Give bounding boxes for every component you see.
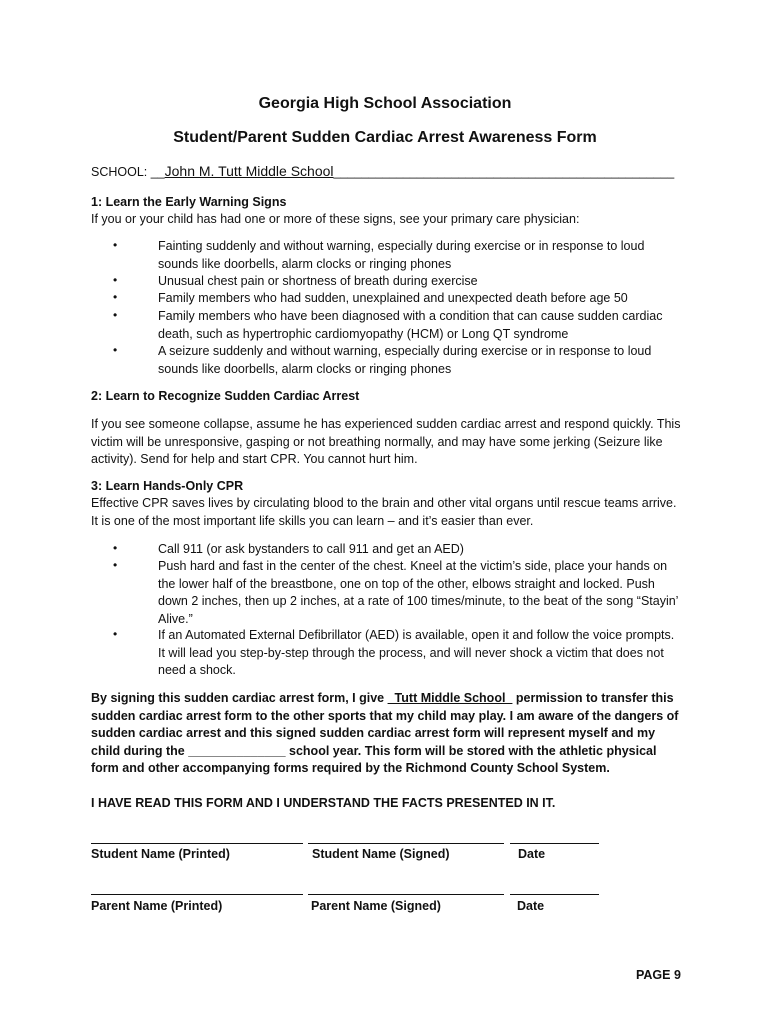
- organization-title: Georgia High School Association: [258, 95, 512, 112]
- section1-intro: If you or your child has had one or more of these signs, see your primary care physician:: [91, 212, 580, 226]
- consent-text-end: permission to transfer this sudden cardiac arrest form to the other sports that my child may play. I am aware of the dangers of sudden cardiac arrest and this signed sudden cardiac arrest form will represent myself and my child during the ______________ school year. This form will be stored with the athletic physical form and other accompanying forms required by the Richmond County School System.: [91, 691, 679, 775]
- section2-heading: 2: Learn to Recognize Sudden Cardiac Arrest: [91, 389, 360, 403]
- list-item: Push hard and fast in the center of the chest. Kneel at the victim’s side, place your hands on the lower half of the breastbone, one on top of the other, elbows straight and locked. Push down 2 inches, then up 2 inches, at a rate of 100 times/minute, to the beat of the song “Stayin’ Alive.”: [158, 559, 678, 626]
- parent-name-signed-line[interactable]: [308, 894, 504, 895]
- list-item: Unusual chest pain or shortness of breath during exercise: [158, 274, 478, 288]
- consent-text-start: By signing this sudden cardiac arrest form, I give: [91, 691, 388, 705]
- section1-heading: 1: Learn the Early Warning Signs: [91, 195, 287, 209]
- bullet-icon: •: [113, 343, 118, 357]
- section3-body: Effective CPR saves lives by circulating blood to the brain and other vital organs until rescue teams arrive. It is one of the most important life skills you can learn – and it’s easier than ever.: [91, 496, 677, 528]
- section2-body: If you see someone collapse, assume he has experienced sudden cardiac arrest and respond quickly. This victim will be unresponsive, gasping or not breathing normally, and may have some jerking (Seizure like activity). Send for help and start CPR. You cannot hurt him.: [91, 417, 681, 466]
- bullet-icon: •: [113, 627, 118, 641]
- acknowledgement: I HAVE READ THIS FORM AND I UNDERSTAND THE FACTS PRESENTED IN IT.: [91, 796, 556, 810]
- list-item: Family members who had sudden, unexplained and unexpected death before age 50: [158, 291, 628, 305]
- list-item: A seizure suddenly and without warning, especially during exercise or in response to loud sounds like doorbells, alarm clocks or ringing phones: [158, 344, 652, 376]
- school-label: SCHOOL: __: [91, 165, 165, 179]
- student-name-printed-label: Student Name (Printed): [91, 847, 230, 861]
- school-value: John M. Tutt Middle School: [164, 163, 334, 179]
- student-name-signed-line[interactable]: [308, 843, 504, 844]
- parent-name-printed-line[interactable]: [91, 894, 303, 895]
- list-item: Fainting suddenly and without warning, especially during exercise or in response to loud sounds like doorbells, alarm clocks or ringing phones: [158, 239, 645, 271]
- bullet-icon: •: [113, 541, 118, 555]
- parent-date-label: Date: [517, 899, 545, 913]
- bullet-icon: •: [113, 558, 118, 572]
- form-title: Student/Parent Sudden Cardiac Arrest Awareness Form: [173, 129, 597, 146]
- student-date-label: Date: [518, 847, 546, 861]
- consent-school-fill[interactable]: _Tutt Middle School_: [387, 691, 513, 705]
- parent-name-signed-label: Parent Name (Signed): [311, 899, 441, 913]
- consent-paragraph: [91, 690, 681, 778]
- bullet-icon: •: [113, 308, 118, 322]
- list-item: If an Automated External Defibrillator (AED) is available, open it and follow the voice prompts. It will lead you step-by-step through the process, and will never shock a victim that does not need a shock.: [158, 628, 675, 677]
- section3-heading: 3: Learn Hands-Only CPR: [91, 479, 244, 493]
- list-item: Family members who have been diagnosed with a condition that can cause sudden cardiac death, such as hypertrophic cardiomyopathy (HCM) or Long QT syndrome: [158, 309, 663, 341]
- parent-name-printed-label: Parent Name (Printed): [91, 899, 223, 913]
- bullet-icon: •: [113, 238, 118, 252]
- student-name-signed-label: Student Name (Signed): [312, 847, 450, 861]
- parent-date-line[interactable]: [510, 894, 599, 895]
- bullet-icon: •: [113, 290, 118, 304]
- student-date-line[interactable]: [510, 843, 599, 844]
- student-name-printed-line[interactable]: [91, 843, 303, 844]
- list-item: Call 911 (or ask bystanders to call 911 and get an AED): [158, 542, 464, 556]
- bullet-icon: •: [113, 273, 118, 287]
- school-line: _________________________________________________: [333, 165, 675, 179]
- page-number: PAGE 9: [636, 968, 681, 982]
- school-field[interactable]: [91, 163, 674, 182]
